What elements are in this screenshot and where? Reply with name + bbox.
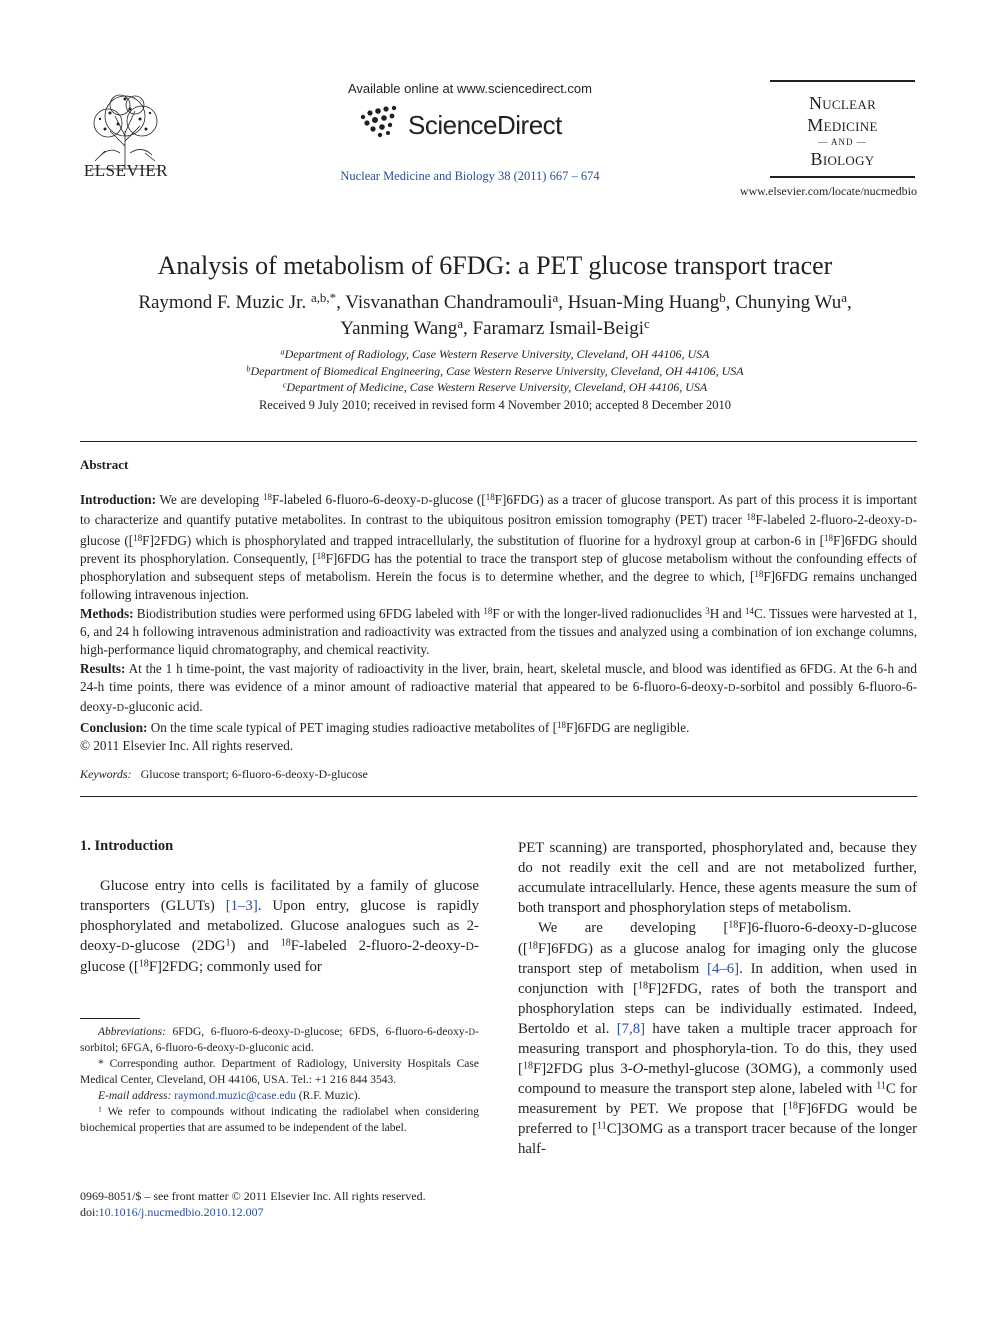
article-title: Analysis of metabolism of 6FDG: a PET glucose transport tracer (157, 251, 833, 280)
divider-bottom (80, 796, 917, 797)
journal-title-box (770, 80, 915, 178)
affiliation-b (100, 363, 890, 380)
author-affil-sup: a (841, 290, 847, 306)
journal-name-and: — AND — (818, 137, 867, 147)
issn-line: 0969-8051/$ – see front matter © 2011 Elsevier Inc. All rights reserved. (80, 1189, 426, 1203)
author-list: Raymond F. Muzic Jr. $^{a,b,*}$, Visvanathan Chandramouli$^a$, Hsuan-Ming Huang$^b$, Chunying Wu$^a$, Yanming Wang$^a$, Faramarz Ismail-Beigi$^c$ (138, 290, 852, 339)
journal-name-line-1: Nuclear (808, 93, 877, 113)
author-name: Visvanathan Chandramouli (345, 292, 553, 313)
email-label: E-mail address: (98, 1090, 172, 1102)
journal-name-line-3: Biology (810, 149, 875, 169)
author-affil-sup: c (644, 316, 650, 332)
doi-line (80, 1204, 479, 1220)
abstract-methods: Methods: Biodistribution studies were performed using 6FDG labeled with $^{18}$F or with the longer-lived radionuclides $^3$H and $^{14}$C. Tissues were harvested at 1, 6, and 24 h following intravenous administration and radioactivity was extracted from the tissues and analyzed using a combination of ion exchange columns, high-performance liquid chromatography, and chemical reactivity. (80, 605, 917, 658)
citation-link[interactable]: [4–6] (707, 961, 740, 977)
publisher-name: ELSEVIER (83, 161, 169, 180)
copyright: © 2011 Elsevier Inc. All rights reserved. (80, 737, 294, 753)
email-link[interactable]: raymond.muzic@case.edu (174, 1090, 296, 1102)
affil-text: Department of Medicine, Case Western Reserve University, Cleveland, OH 44106, USA (286, 380, 708, 394)
abstract-methods-label: Methods: (80, 605, 134, 621)
author-affil-sup: a,b,* (310, 290, 337, 306)
abstract-results-label: Results: (80, 660, 126, 676)
author-affil-sup: a (552, 290, 559, 306)
affiliation-a (100, 346, 890, 363)
doi-link[interactable]: 10.1016/j.nucmedbio.2010.12.007 (98, 1205, 264, 1219)
author-name: Faramarz Ismail-Beigi (472, 318, 645, 339)
intro-paragraph-1: Glucose entry into cells is facilitated by a family of glucose transporters (GLUTs) [1–3]. Upon entry, glucose is rapidly phosphorylated and metabolized. Glucose analogues such as 2-deoxy-D-glucose $(2DG^1)$ and $^{18}$F-labeled 2-fluoro-2-deoxy-D-glucose ([$^{18}$F]2FDG; commonly used for (80, 878, 480, 975)
available-online-text: Available online at www.sciencedirect.com (348, 81, 592, 96)
doi-label: doi: (80, 1205, 99, 1219)
received-dates: Received 9 July 2010; received in revised form 4 November 2010; accepted 8 December 2010 (258, 398, 732, 412)
section-heading: 1. Introduction (80, 838, 174, 854)
footnote-abbreviations: Abbreviations: 6FDG, 6-fluoro-6-deoxy-D-glucose; 6FDS, 6-fluoro-6-deoxy-D-sorbitol; 6FGA, 6-fluoro-6-deoxy-D-gluconic acid. (80, 1026, 479, 1054)
journal-reference-link[interactable]: Nuclear Medicine and Biology 38 (2011) 667 – 674 (340, 169, 600, 183)
affiliations (100, 346, 890, 396)
author-affil-sup: a (457, 316, 464, 332)
citation-link[interactable]: [1–3] (225, 898, 258, 914)
article-identifiers (80, 1188, 479, 1220)
footnote-rule (80, 1018, 140, 1019)
author-affil-sup: b (719, 290, 726, 306)
journal-url[interactable]: www.elsevier.com/locate/nucmedbio (739, 184, 917, 198)
divider-top (80, 441, 917, 442)
column-right (518, 838, 917, 1159)
author-name: Chunying Wu (735, 292, 842, 313)
abstract-conclusion-label: Conclusion: (80, 719, 148, 735)
affiliation-c (100, 379, 890, 396)
abstract-results: Results: At the 1 h time-point, the vast majority of radioactivity in the liver, brain, heart, skeletal muscle, and blood was identified as 6FDG. At the 6-h and 24-h time points, there was evidence of a minor amount of radioactive material that appeared to be 6-fluoro-6-deoxy-D-sorbitol and possibly 6-fluoro-6-deoxy-D-gluconic acid. (80, 660, 917, 715)
email-suffix: (R.F. Muzic). (298, 1090, 361, 1102)
abstract-heading: Abstract (80, 457, 129, 472)
column-left (80, 838, 479, 977)
keywords-label: Keywords: (80, 767, 132, 781)
affil-text: Department of Biomedical Engineering, Case Western Reserve University, Cleveland, OH 44106, USA (250, 363, 744, 378)
abstract-introduction: Introduction: We are developing $^{18}$F-labeled 6-fluoro-6-deoxy-D-glucose ([$^{18}$F]6FDG) as a tracer of glucose transport. As part of this process it is important to characterize and quantify putative metabolites. In contrast to the ubiquitous positron emission tomography (PET) tracer $^{18}$F-labeled 2-fluoro-2-deoxy-D-glucose ([$^{18}$F]2FDG) which is phosphorylated and trapped intracellularly, the substitution of fluorine for a hydroxyl group at carbon-6 in [$^{18}$F]6FDG should prevent its phosphorylation. Consequently, [$^{18}$F]6FDG has the potential to trace the transport step of glucose metabolism without the confounding effects of phosphorylation and subsequent steps of metabolism. Herein the focus is to determine whether, and the degree to which, [$^{18}$F]6FDG remains unchanged following intravenous injection. (80, 491, 918, 603)
footnote-corresponding: * Corresponding author. Department of Radiology, University Hospitals Case Medical Center, Cleveland, OH 44106, USA. Tel.: +1 216 844 3543. (80, 1058, 479, 1086)
intro-paragraph-1-cont: PET scanning) are transported, phosphorylated and, because they do not readily exit the cell and are not metabolized further, accumulate intracellularly. Hence, these agents measure the sum of both transport and phosphorylation steps of metabolism. (518, 840, 917, 916)
affil-text: Department of Radiology, Case Western Reserve University, Cleveland, OH 44106, USA (284, 347, 710, 361)
intro-paragraph-2: We are developing [$^{18}$F]6-fluoro-6-deoxy-D-glucose ([$^{18}$F]6FDG) as a glucose analog for imaging only the glucose transport step of metabolism [4–6]. In addition, when used in conjunction with [$^{18}$F]2FDG, rates of both the transport and phosphorylation steps can be individually estimated. Indeed, Bertoldo et al. [7,8] have taken a multiple tracer approach for measuring transport and phosphoryla-tion. To do this, they used [$^{18}$F]2FDG plus 3-O-methyl-glucose (3OMG), a commonly used compound to measure the transport step alone, labeled with $^{11}$C for measurement by PET. We propose that [$^{18}$F]6FDG would be preferred to [$^{11}$C]3OMG as a transport tracer because of the longer half- (518, 919, 918, 1157)
journal-name-line-2: Medicine (807, 115, 878, 135)
citation-link[interactable]: [7,8] (616, 1021, 646, 1037)
affil-sup: a (280, 347, 285, 357)
author-name: Yanming Wang (340, 318, 458, 339)
keywords-text: Glucose transport; 6-fluoro-6-deoxy-D-glucose (140, 767, 368, 781)
sciencedirect-wordmark: ScienceDirect (408, 110, 562, 140)
abstract-intro-label: Introduction: (80, 492, 156, 507)
author-name: Hsuan-Ming Huang (567, 292, 720, 313)
affil-sup: c (282, 380, 287, 390)
footnote-1: $^1$ We refer to compounds without indicating the radiolabel when considering biochemical properties that are assumed to be independent of the label. (80, 1104, 479, 1134)
abstract-conclusion: Conclusion: On the time scale typical of PET imaging studies radioactive metabolites of [$^{18}$F]6FDG are negligible. (80, 719, 690, 735)
author-name: Raymond F. Muzic Jr. (138, 292, 307, 313)
footnotes (80, 1024, 479, 1136)
keywords (80, 767, 368, 782)
abstract-body (80, 491, 917, 755)
footnote-email (80, 1088, 479, 1104)
affil-sup: b (246, 363, 251, 373)
